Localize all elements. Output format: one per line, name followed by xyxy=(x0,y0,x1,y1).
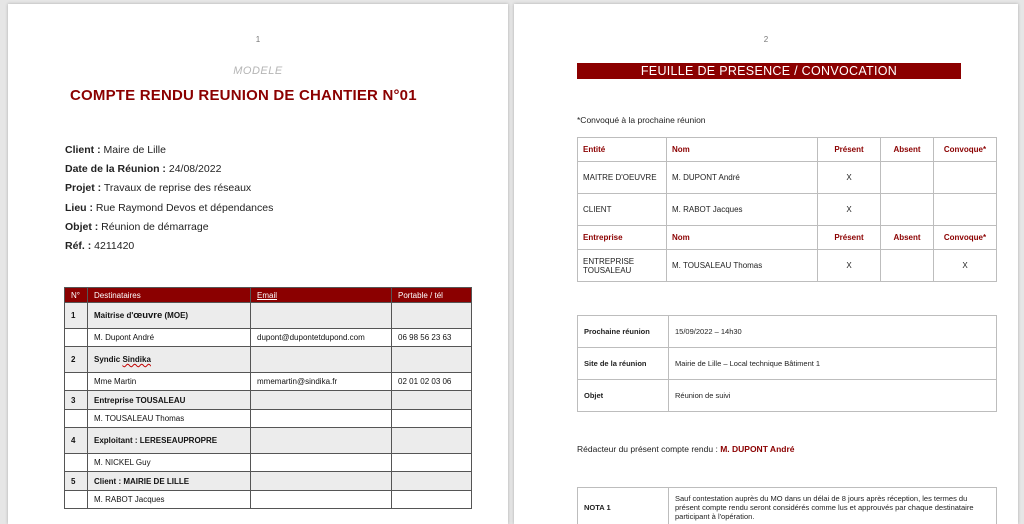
presence-header-row xyxy=(578,138,997,162)
row-number: 2 xyxy=(65,347,88,373)
header-phone: Portable / tél xyxy=(392,288,472,303)
recipient-name: Mme Martin xyxy=(88,373,251,391)
header-convoque: Convoque* xyxy=(934,138,997,162)
empty-cell xyxy=(392,391,472,410)
group-label: Exploitant : LERESEAUPROPRE xyxy=(88,428,251,454)
entity-cell: CLIENT xyxy=(578,194,667,226)
table-row xyxy=(578,250,997,282)
header-entity: Entité xyxy=(578,138,667,162)
convoque-cell xyxy=(934,162,997,194)
empty-cell xyxy=(251,410,392,428)
group-label: Entreprise TOUSALEAU xyxy=(88,391,251,410)
table-row xyxy=(578,348,997,380)
convocation-note: *Convoqué à la prochaine réunion xyxy=(577,115,706,125)
empty-cell xyxy=(65,373,88,391)
row-number: 5 xyxy=(65,472,88,491)
empty-cell xyxy=(251,428,392,454)
info-client: Client : Maire de Lille xyxy=(65,144,166,156)
info-date: Date de la Réunion : 24/08/2022 xyxy=(65,163,221,175)
entity-cell: MAITRE D'OEUVRE xyxy=(578,162,667,194)
absent-cell xyxy=(881,194,934,226)
empty-cell xyxy=(251,391,392,410)
header-email: Email xyxy=(251,288,392,303)
header-number: N° xyxy=(65,288,88,303)
empty-cell xyxy=(65,410,88,428)
recipient-email: dupont@dupontetdupond.com xyxy=(251,329,392,347)
table-row xyxy=(65,491,472,509)
table-row xyxy=(65,410,472,428)
document-page-1 xyxy=(8,4,508,524)
empty-cell xyxy=(251,491,392,509)
meeting-site-label: Site de la réunion xyxy=(578,348,669,380)
empty-cell xyxy=(392,491,472,509)
table-row xyxy=(65,454,472,472)
empty-cell xyxy=(251,347,392,373)
table-row xyxy=(65,347,472,373)
header-present: Présent xyxy=(818,226,881,250)
header-entreprise: Entreprise xyxy=(578,226,667,250)
header-recipients: Destinataires xyxy=(88,288,251,303)
empty-cell xyxy=(392,303,472,329)
presence-table xyxy=(577,137,997,282)
absent-cell xyxy=(881,162,934,194)
present-cell: X xyxy=(818,250,881,282)
group-label: Maitrise d'œuvre (MOE) xyxy=(88,303,251,329)
table-row xyxy=(578,162,997,194)
redacteur-name: M. DUPONT André xyxy=(720,444,794,454)
presence-header-row xyxy=(578,226,997,250)
redacteur-label: Rédacteur du présent compte rendu : xyxy=(577,444,718,454)
row-number: 4 xyxy=(65,428,88,454)
document-page-2 xyxy=(514,4,1018,524)
nota-table xyxy=(577,487,997,524)
name-cell: M. TOUSALEAU Thomas xyxy=(667,250,818,282)
convoque-cell xyxy=(934,194,997,226)
info-objet: Objet : Réunion de démarrage xyxy=(65,221,209,233)
table-row xyxy=(578,316,997,348)
next-meeting-value: 15/09/2022 – 14h30 xyxy=(669,316,997,348)
info-ref: Réf. : 4211420 xyxy=(65,240,134,252)
group-label: Syndic Sindika xyxy=(88,347,251,373)
recipient-name: M. TOUSALEAU Thomas xyxy=(88,410,251,428)
header-name: Nom xyxy=(667,138,818,162)
table-row xyxy=(65,472,472,491)
table-row xyxy=(578,194,997,226)
info-lieu: Lieu : Rue Raymond Devos et dépendances xyxy=(65,202,273,214)
empty-cell xyxy=(392,454,472,472)
empty-cell xyxy=(65,454,88,472)
header-absent: Absent xyxy=(881,138,934,162)
present-cell: X xyxy=(818,162,881,194)
table-row xyxy=(65,303,472,329)
row-number: 3 xyxy=(65,391,88,410)
next-meeting-table xyxy=(577,315,997,412)
table-row xyxy=(65,428,472,454)
empty-cell xyxy=(392,428,472,454)
row-number: 1 xyxy=(65,303,88,329)
nota-text: Sauf contestation auprès du MO dans un délai de 8 jours après réception, les termes du présent compte rendu seront considérés comme lus et approuvés par chaque destinataire participant à l'opération. xyxy=(669,488,997,524)
recipient-email: mmemartin@sindika.fr xyxy=(251,373,392,391)
empty-cell xyxy=(251,454,392,472)
empty-cell xyxy=(392,472,472,491)
page-number: 2 xyxy=(514,35,1018,44)
empty-cell xyxy=(392,347,472,373)
recipient-name: M. RABOT Jacques xyxy=(88,491,251,509)
watermark-modele: MODELE xyxy=(8,65,508,77)
section-title-bar: FEUILLE DE PRESENCE / CONVOCATION xyxy=(577,63,961,79)
header-present: Présent xyxy=(818,138,881,162)
empty-cell xyxy=(65,491,88,509)
header-name: Nom xyxy=(667,226,818,250)
convoque-cell: X xyxy=(934,250,997,282)
recipients-table xyxy=(64,287,472,509)
empty-cell xyxy=(392,410,472,428)
header-convoque: Convoque* xyxy=(934,226,997,250)
table-row xyxy=(65,329,472,347)
nota-label: NOTA 1 xyxy=(578,488,669,524)
table-row xyxy=(578,380,997,412)
recipient-phone: 06 98 56 23 63 xyxy=(392,329,472,347)
empty-cell xyxy=(65,329,88,347)
page-number: 1 xyxy=(8,35,508,44)
meeting-object-value: Réunion de suivi xyxy=(669,380,997,412)
present-cell: X xyxy=(818,194,881,226)
meeting-site-value: Mairie de Lille – Local technique Bâtiment 1 xyxy=(669,348,997,380)
group-label: Client : MAIRIE DE LILLE xyxy=(88,472,251,491)
recipient-name: M. NICKEL Guy xyxy=(88,454,251,472)
name-cell: M. DUPONT André xyxy=(667,162,818,194)
header-absent: Absent xyxy=(881,226,934,250)
entity-cell: ENTREPRISE TOUSALEAU xyxy=(578,250,667,282)
meeting-object-label: Objet xyxy=(578,380,669,412)
recipient-name: M. Dupont André xyxy=(88,329,251,347)
info-projet: Projet : Travaux de reprise des réseaux xyxy=(65,182,251,194)
empty-cell xyxy=(251,472,392,491)
absent-cell xyxy=(881,250,934,282)
next-meeting-label: Prochaine réunion xyxy=(578,316,669,348)
table-header-row xyxy=(65,288,472,303)
name-cell: M. RABOT Jacques xyxy=(667,194,818,226)
table-row xyxy=(65,373,472,391)
empty-cell xyxy=(251,303,392,329)
document-title: COMPTE RENDU REUNION DE CHANTIER N°01 xyxy=(70,87,417,104)
table-row xyxy=(65,391,472,410)
redacteur-line xyxy=(577,444,794,454)
recipient-phone: 02 01 02 03 06 xyxy=(392,373,472,391)
